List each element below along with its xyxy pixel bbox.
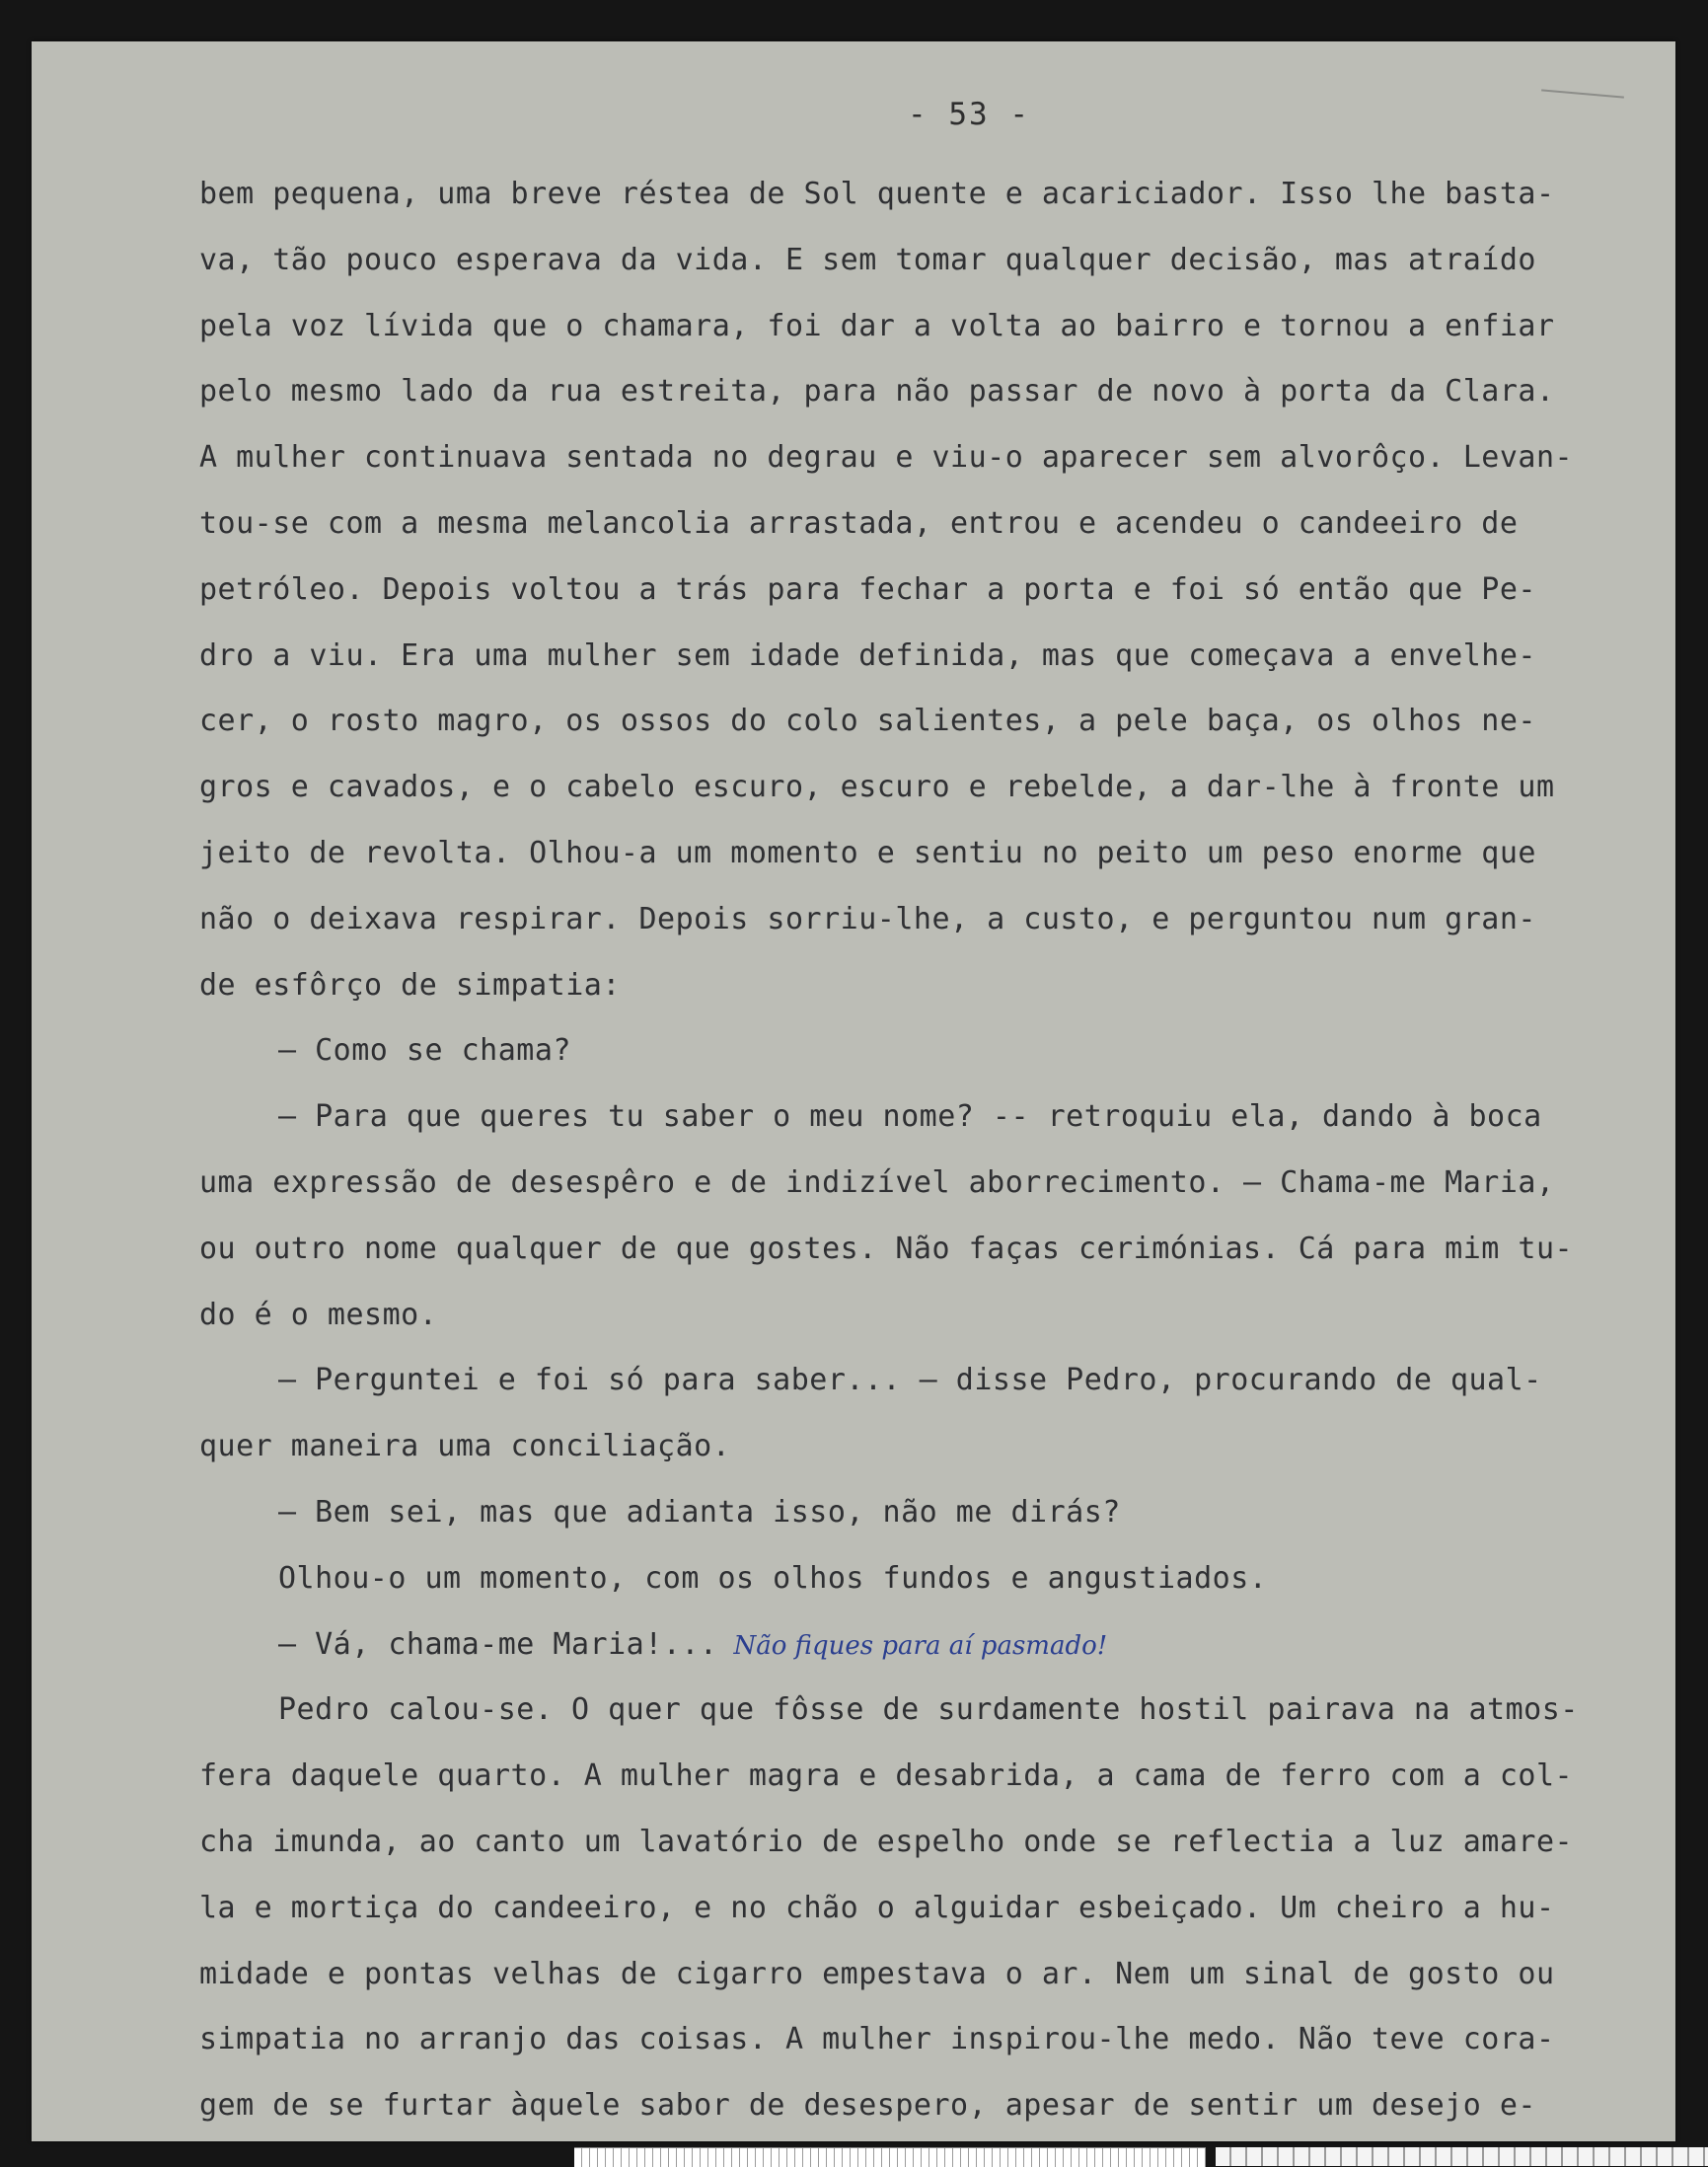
text-line: petróleo. Depois voltou a trás para fechar a porta e foi só então que Pe-: [199, 571, 1536, 607]
text-line: de esfôrço de simpatia:: [199, 967, 621, 1003]
text-line: do é o mesmo.: [199, 1297, 438, 1332]
dialogue-line: — Para que queres tu saber o meu nome? -- retroquiu ela, dando à boca: [278, 1099, 1542, 1135]
text-line: pelo mesmo lado da rua estreita, para não passar de novo à porta da Clara.: [199, 374, 1555, 410]
text-line: simpatia no arranjo das coisas. A mulher inspirou-lhe medo. Não teve cora-: [199, 2022, 1555, 2057]
text-line: bem pequena, uma breve réstea de Sol quente e acariciador. Isso lhe basta-: [199, 177, 1555, 211]
page-number: [908, 97, 1030, 132]
body-text: [199, 162, 1675, 2139]
text-line: não o deixava respirar. Depois sorriu-lhe, a custo, e perguntou num gran-: [199, 901, 1536, 936]
text-line: va, tão pouco esperava da vida. E sem tomar qualquer decisão, mas atraído: [199, 242, 1536, 277]
dialogue-line: — Bem sei, mas que adianta isso, não me dirás?: [278, 1494, 1121, 1530]
text-line: ou outro nome qualquer de que gostes. Não faças cerimónias. Cá para mim tu-: [199, 1231, 1574, 1266]
typewritten-page: [32, 41, 1675, 2141]
text-line: uma expressão de desespêro e de indizível aborrecimento. — Chama-me Maria,: [199, 1164, 1555, 1200]
dialogue-line: [199, 1612, 1675, 1679]
dialogue-line: — Como se chama?: [278, 1033, 571, 1069]
text-line: gem de se furtar àquele sabor de desespero, apesar de sentir um desejo e-: [199, 2088, 1536, 2124]
pencil-mark: [1541, 89, 1624, 98]
text-line: cha imunda, ao canto um lavatório de espelho onde se reflectia a luz amare-: [199, 1824, 1574, 1859]
text-line: fera daquele quarto. A mulher magra e desabrida, a cama de ferro com a col-: [199, 1758, 1574, 1794]
page-number-text: - 53 -: [908, 97, 1030, 132]
paragraph-start-line: Pedro calou-se. O quer que fôsse de surdamente hostil pairava na atmos-: [278, 1692, 1579, 1728]
text-line: A mulher continuava sentada no degrau e viu-o aparecer sem alvorôço. Levan-: [199, 440, 1574, 476]
text-line: tou-se com a mesma melancolia arrastada, entrou e acendeu o candeeiro de: [199, 505, 1519, 541]
text-line: midade e pontas velhas de cigarro empestava o ar. Nem um sinal de gosto ou: [199, 1956, 1555, 1991]
text-line: dro a viu. Era uma mulher sem idade definida, mas que começava a envelhe-: [199, 637, 1536, 673]
text-line: gros e cavados, e o cabelo escuro, escuro e rebelde, a dar-lhe à fronte um: [199, 770, 1555, 805]
text-line: cer, o rosto magro, os ossos do colo salientes, a pele baça, os olhos ne-: [199, 704, 1536, 739]
text-line: pela voz lívida que o chamara, foi dar a volta ao bairro e tornou a enfiar: [199, 308, 1555, 343]
text-line: la e mortiça do candeeiro, e no chão o alguidar esbeiçado. Um cheiro a hu-: [199, 1890, 1555, 1925]
text-line: quer maneira uma conciliação.: [199, 1429, 731, 1464]
text-line: jeito de revolta. Olhou-a um momento e sentiu no peito um peso enorme que: [199, 835, 1536, 870]
handwritten-note: Não fiques para aí pasmado!: [733, 1630, 1108, 1661]
dialogue-text: — Vá, chama-me Maria!...: [278, 1626, 718, 1662]
dialogue-line: — Perguntei e foi só para saber... — disse Pedro, procurando de qual-: [278, 1363, 1542, 1398]
scale-ruler: [574, 2147, 1206, 2167]
text-line: Olhou-o um momento, com os olhos fundos e angustiados.: [278, 1560, 1268, 1596]
scale-ruler-segment: [1216, 2147, 1708, 2166]
